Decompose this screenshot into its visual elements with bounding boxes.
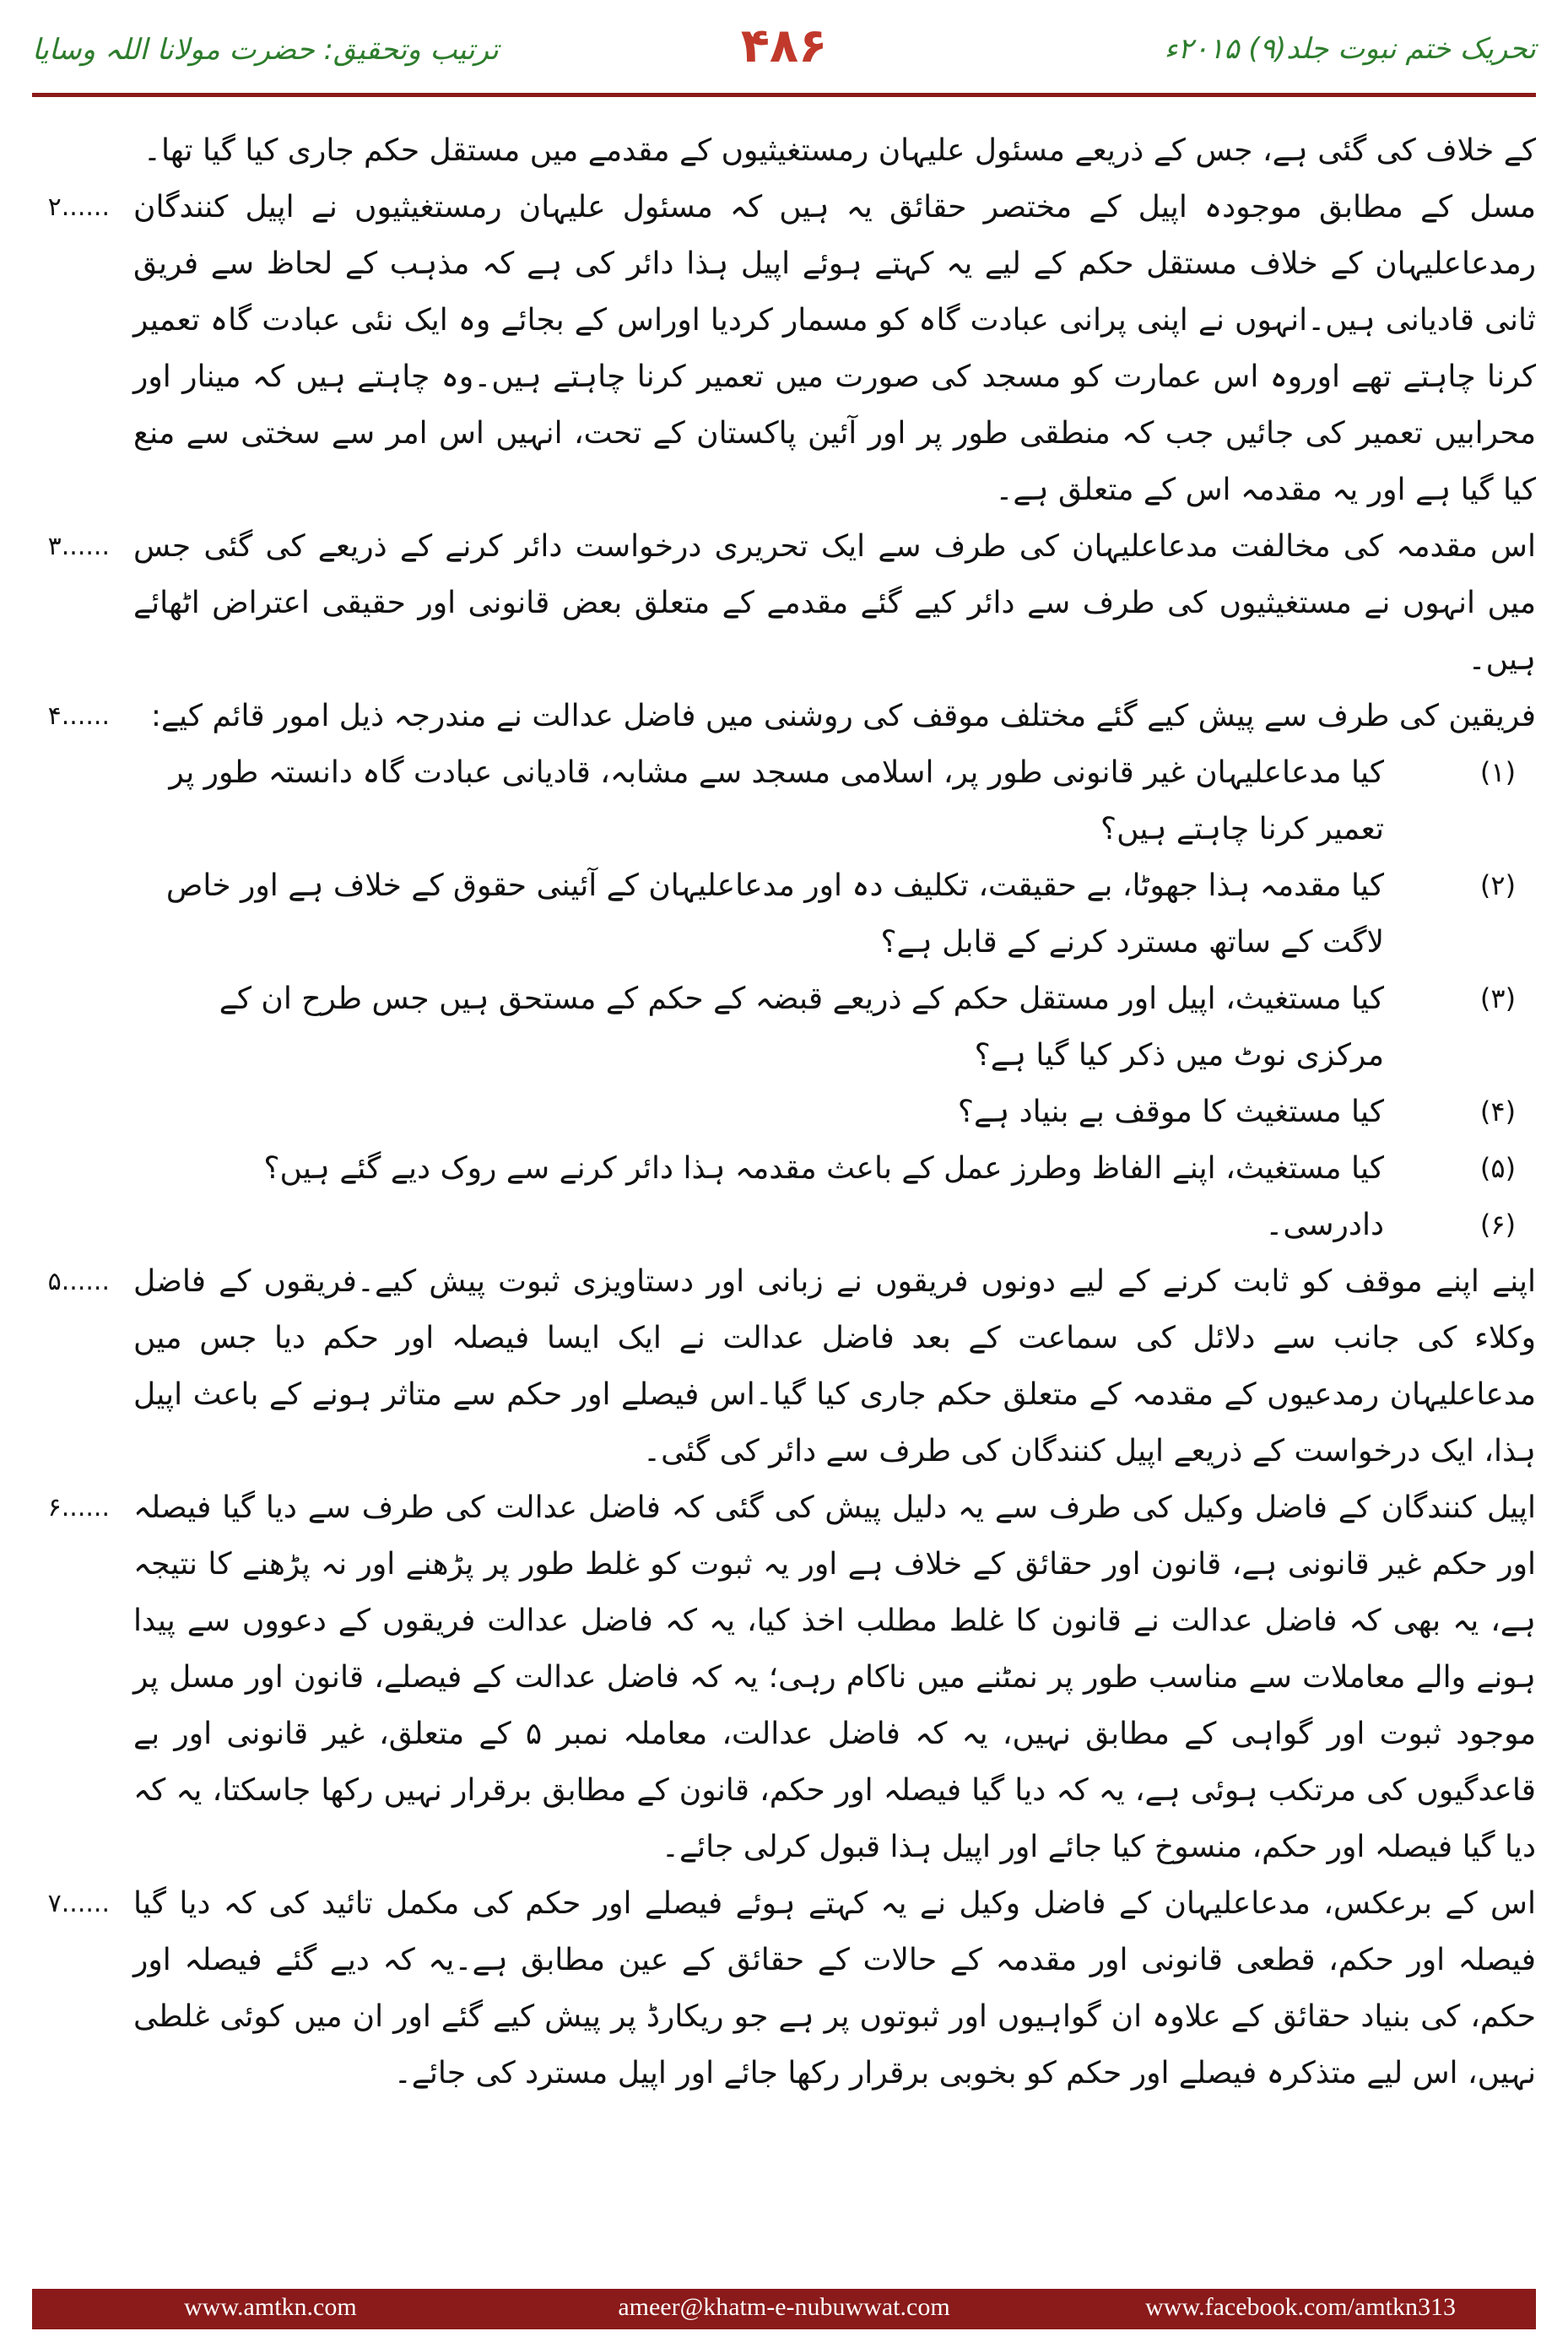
issue-item	[133, 971, 1536, 1084]
paragraph-number: ۲......	[47, 192, 110, 222]
paragraph-5	[32, 1253, 1536, 1479]
issue-text: کیا مستغیث کا موقف بے بنیاد ہے؟	[957, 1095, 1384, 1129]
issue-item	[133, 1140, 1536, 1197]
paragraph-number: ۴......	[47, 701, 110, 731]
paragraph-number: ۳......	[47, 532, 110, 561]
paragraph-7	[32, 1875, 1536, 2101]
issue-item	[133, 744, 1536, 857]
issue-label: (۶)	[1479, 1209, 1517, 1241]
paragraph-text: مسل کے مطابق موجودہ اپیل کے مختصر حقائق یہ ہیں کہ مسئول علیہان رمستغیثیوں نے اپیل کنندگان رمدعاعلیہان کے خلاف مستقل حکم کے لیے یہ کہتے ہوئے اپیل ہذا دائر کی ہے کہ مذہب کے لحاظ سے فریق ثانی قادیانی ہیں۔انہوں نے اپنی پرانی عبادت گاہ کو مسمار کردیا اوراس کے بجائے وہ ایک نئی عبادت گاہ تعمیر کرنا چاہتے تھے اوروہ اس عمارت کو مسجد کی صورت میں تعمیر کرنا چاہتے ہیں۔وہ چاہتے ہیں کہ مینار اور محرابیں تعمیر کی جائیں جب کہ منطقی طور پر اور آئین پاکستان کے تحت، انہیں اس امر سے سختی سے منع کیا گیا ہے اور یہ مقدمہ اس کے متعلق ہے۔	[133, 190, 1536, 507]
footer-email-link[interactable]: ameer@khatm-e-nubuwwat.com	[618, 2293, 950, 2321]
page-footer	[32, 2289, 1536, 2329]
paragraph-3	[32, 518, 1536, 688]
issue-label: (۳)	[1479, 982, 1517, 1014]
issue-label: (۲)	[1479, 869, 1517, 901]
page-body	[32, 122, 1536, 2237]
issue-item	[133, 1084, 1536, 1140]
footer-website-link[interactable]: www.amtkn.com	[184, 2293, 357, 2321]
paragraph-text: اپنے اپنے موقف کو ثابت کرنے کے لیے دونوں فریقوں نے زبانی اور دستاویزی ثبوت پیش کیے۔فریقوں کے فاضل وکلاء کی جانب سے دلائل کی سماعت کے بعد فاضل عدالت نے ایک ایسا فیصلہ اور حکم دیا جس میں مدعاعلیہان رمدعیوں کے مقدمہ کے متعلق حکم جاری کیا گیا۔اس فیصلے اور حکم سے متاثر ہونے کے باعث اپیل ہذا، ایک درخواست کے ذریعے اپیل کنندگان کی طرف سے دائر کی گئی۔	[133, 1264, 1536, 1468]
paragraph-6	[32, 1479, 1536, 1875]
paragraph-text: اس کے برعکس، مدعاعلیہان کے فاضل وکیل نے یہ کہتے ہوئے فیصلے اور حکم کی مکمل تائید کی کہ دیا گیا فیصلہ اور حکم، قطعی قانونی اور مقدمہ کے حالات کے حقائق کے عین مطابق ہے۔یہ کہ دیے گئے فیصلہ اور حکم، کی بنیاد حقائق کے علاوہ ان گواہیوں اور ثبوتوں پر ہے جو ریکارڈ پر پیش کیے گئے اور ان میں کوئی غلطی نہیں، اس لیے متذکرہ فیصلے اور حکم کو بخوبی برقرار رکھا جائے اور اپیل مسترد کی جائے۔	[133, 1886, 1536, 2090]
issue-item	[133, 1197, 1536, 1253]
issue-label: (۴)	[1479, 1095, 1517, 1128]
issues-list	[133, 744, 1536, 1253]
page-header	[0, 0, 1568, 93]
footer-facebook-link[interactable]: www.facebook.com/amtkn313	[1145, 2293, 1456, 2321]
issue-text: کیا مقدمہ ہذا جھوٹا، بے حقیقت، تکلیف دہ اور مدعاعلیہان کے آئینی حقوق کے خلاف ہے اور خاص لاگت کے ساتھ مسترد کرنے کے قابل ہے؟	[165, 868, 1384, 960]
header-compiler: ترتیب وتحقیق: حضرت مولانا اللہ وسایا	[32, 33, 499, 67]
issue-item	[133, 857, 1536, 971]
issue-label: (۵)	[1479, 1152, 1517, 1184]
intro-text: کے خلاف کی گئی ہے، جس کے ذریعے مسئول علیہان رمستغیثیوں کے مقدمے میں مستقل حکم جاری کیا گیا تھا۔	[143, 133, 1536, 168]
intro-paragraph	[32, 122, 1536, 179]
issue-text: دادرسی۔	[1265, 1208, 1384, 1242]
paragraph-2	[32, 179, 1536, 518]
paragraph-number: ۶......	[47, 1493, 110, 1523]
paragraph-4	[32, 688, 1536, 744]
paragraph-text: اس مقدمہ کی مخالفت مدعاعلیہان کی طرف سے ایک تحریری درخواست دائر کرنے کے ذریعے کی گئی جس میں انہوں نے مستغیثیوں کی طرف سے دائر کیے گئے مقدمے کے متعلق بعض قانونی اور حقیقی اعتراض اٹھائے ہیں۔	[133, 529, 1536, 677]
issue-text: کیا مستغیث، اپیل اور مستقل حکم کے ذریعے قبضہ کے حکم کے مستحق ہیں جس طرح ان کے مرکزی نوٹ میں ذکر کیا گیا ہے؟	[219, 982, 1384, 1073]
paragraph-text: فریقین کی طرف سے پیش کیے گئے مختلف موقف کی روشنی میں فاضل عدالت نے مندرجہ ذیل امور قائم کیے:	[150, 699, 1536, 733]
page-number: ۴۸۶	[740, 19, 828, 73]
issue-text: کیا مدعاعلیہان غیر قانونی طور پر، اسلامی مسجد سے مشابہ، قادیانی عبادت گاہ دانستہ طور پر تعمیر کرنا چاہتے ہیں؟	[169, 755, 1384, 846]
paragraph-text: اپیل کنندگان کے فاضل وکیل کی طرف سے یہ دلیل پیش کی گئی کہ فاضل عدالت کی طرف سے دیا گیا فیصلہ اور حکم غیر قانونی ہے، قانون اور حقائق کے خلاف ہے اور یہ ثبوت کو غلط طور پر پڑھنے اور نہ پڑھنے کا نتیجہ ہے، یہ بھی کہ فاضل عدالت نے قانون کا غلط مطلب اخذ کیا، یہ کہ فاضل عدالت فریقوں کے دعووں سے پیدا ہونے والے معاملات سے مناسب طور پر نمٹنے میں ناکام رہی؛ یہ کہ فاضل عدالت کے فیصلے، قانون اور مسل پر موجود ثبوت اور گواہی کے مطابق نہیں، یہ کہ فاضل عدالت، معاملہ نمبر ۵ کے متعلق، غیر قانونی اور بے قاعدگیوں کی مرتکب ہوئی ہے، یہ کہ دیا گیا فیصلہ اور حکم، قانون کے مطابق برقرار نہیں رکھا جاسکتا، یہ کہ دیا گیا فیصلہ اور حکم، منسوخ کیا جائے اور اپیل ہذا قبول کرلی جائے۔	[133, 1490, 1536, 1864]
paragraph-number: ۷......	[47, 1889, 110, 1918]
header-divider	[32, 93, 1536, 97]
header-book-title: تحریک ختم نبوت جلد(۹) ۲۰۱۵ء	[1164, 32, 1536, 66]
issue-text: کیا مستغیث، اپنے الفاظ وطرز عمل کے باعث مقدمہ ہذا دائر کرنے سے روک دیے گئے ہیں؟	[263, 1151, 1384, 1186]
paragraph-number: ۵......	[47, 1267, 110, 1296]
issue-label: (۱)	[1479, 756, 1517, 788]
